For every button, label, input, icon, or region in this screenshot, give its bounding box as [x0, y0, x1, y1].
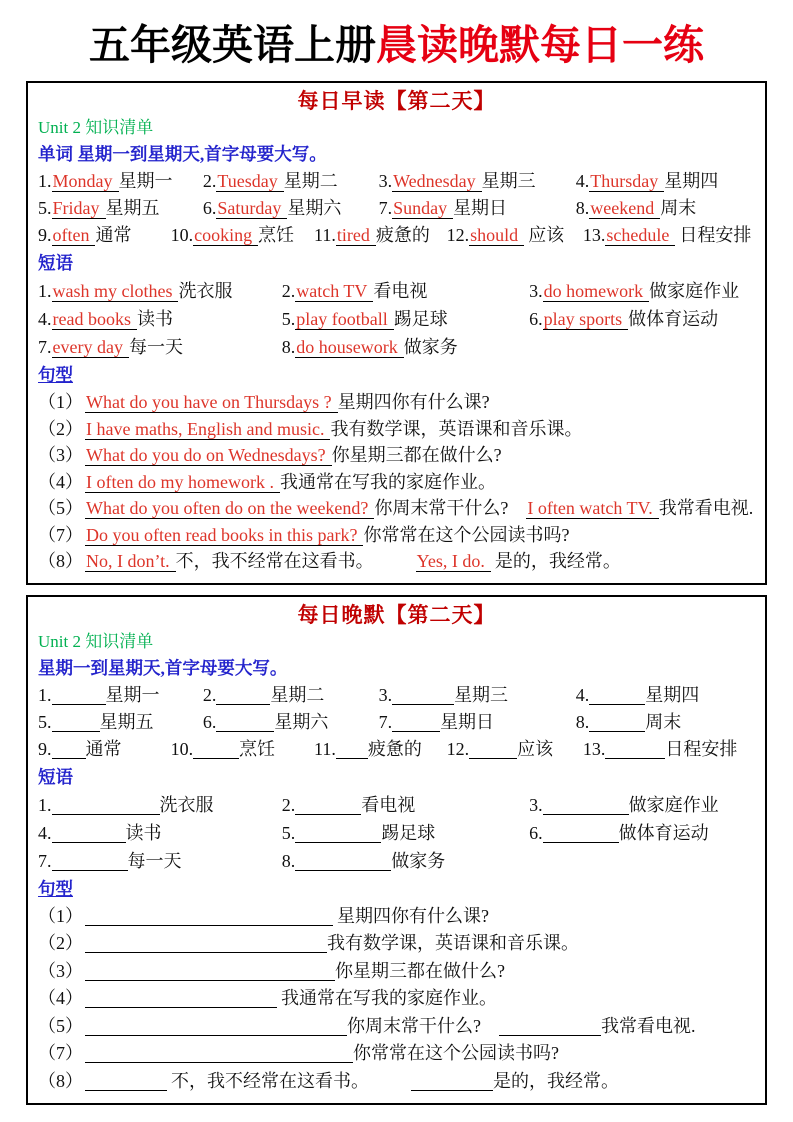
answer-blank — [85, 935, 327, 953]
word-chinese: 疲惫的 — [375, 225, 430, 246]
word-item — [379, 709, 576, 736]
word-number: 2. — [202, 171, 217, 192]
phrase-number: 7. — [38, 850, 52, 871]
answer-blank — [52, 714, 100, 732]
phrase-chinese: 看电视 — [361, 794, 416, 815]
answer-blank — [85, 1045, 353, 1063]
phrase-number: 8. — [281, 337, 296, 358]
word-item — [583, 222, 755, 249]
word-item — [576, 168, 755, 195]
phrase-chinese: 洗衣服 — [178, 281, 233, 302]
sentence-chinese: 我有数学课，英语课和音乐课。 — [327, 933, 579, 954]
word-chinese: 星期六 — [287, 198, 342, 219]
sentence-chinese: 我通常在写我的家庭作业。 — [281, 988, 497, 1009]
evening-phrase-row-3 — [38, 847, 755, 875]
sentence-chinese: 我有数学课，英语课和音乐课。 — [330, 418, 583, 439]
word-item — [576, 709, 755, 736]
word-number: 5. — [38, 711, 52, 732]
phrase-number: 6. — [529, 822, 543, 843]
word-answer: weekend — [589, 198, 660, 219]
evening-phrases-label: 短语 — [38, 766, 73, 787]
phrase-item — [282, 333, 529, 361]
sentence-chinese-2: 是的，我经常。 — [494, 551, 621, 572]
sentence-answer: I have maths, English and music. — [85, 419, 330, 440]
sentence-item — [38, 1068, 755, 1096]
word-item — [379, 168, 576, 195]
sentence-number: （3） — [38, 960, 83, 981]
answer-blank — [52, 853, 128, 871]
phrase-number: 3. — [529, 794, 543, 815]
answer-blank — [469, 741, 517, 759]
sentence-item — [38, 930, 755, 958]
word-chinese: 通常 — [85, 738, 122, 759]
word-item — [379, 195, 576, 222]
word-chinese: 日程安排 — [665, 738, 738, 759]
word-chinese: 星期二 — [270, 684, 325, 705]
answer-blank — [295, 797, 361, 815]
phrase-chinese: 做家务 — [391, 850, 446, 871]
word-item — [447, 736, 583, 763]
answer-blank — [85, 1018, 347, 1036]
word-item — [447, 222, 583, 249]
word-number: 2. — [202, 684, 217, 705]
phrase-chinese: 每一天 — [128, 337, 183, 358]
sentence-item — [38, 1040, 755, 1068]
word-chinese: 应该 — [517, 738, 554, 759]
phrase-answer: watch TV — [295, 281, 373, 302]
phrase-chinese: 读书 — [136, 309, 173, 330]
phrase-chinese: 看电视 — [373, 281, 428, 302]
word-number: 5. — [38, 198, 52, 219]
evening-word-row-1 — [38, 682, 755, 709]
word-chinese: 烹饪 — [258, 225, 295, 246]
sentence-answer: What do you do on Wednesdays? — [85, 445, 332, 466]
word-chinese: 周末 — [660, 198, 697, 219]
answer-blank — [499, 1018, 601, 1036]
sentence-chinese-2: 我常看电视. — [658, 498, 754, 519]
evening-phrase-row-2 — [38, 819, 755, 847]
word-chinese: 星期五 — [105, 198, 160, 219]
phrase-number: 3. — [529, 281, 543, 302]
phrase-chinese: 每一天 — [127, 850, 182, 871]
sentence-answer: Do you often read books in this park? — [85, 525, 363, 546]
sentence-answer: I often do my homework . — [85, 472, 280, 493]
phrase-item — [38, 333, 282, 361]
word-answer: schedule — [605, 225, 675, 246]
phrase-number: 4. — [38, 309, 52, 330]
answer-blank — [85, 990, 277, 1008]
answer-blank — [52, 687, 106, 705]
word-chinese: 星期一 — [105, 684, 160, 705]
word-number: 12. — [446, 225, 470, 246]
answer-blank — [336, 741, 368, 759]
word-number: 7. — [378, 711, 393, 732]
word-number: 3. — [378, 171, 393, 192]
answer-blank — [52, 741, 86, 759]
word-number: 6. — [202, 711, 217, 732]
word-item — [379, 682, 576, 709]
word-chinese: 星期六 — [274, 711, 329, 732]
word-number: 4. — [575, 684, 590, 705]
phrase-chinese: 读书 — [125, 822, 162, 843]
evening-phrase-row-1 — [38, 791, 755, 819]
word-answer: Thursday — [589, 171, 664, 192]
phrase-number: 6. — [529, 309, 543, 330]
word-number: 11. — [314, 738, 336, 759]
page-title — [26, 22, 767, 69]
word-number: 10. — [170, 738, 194, 759]
answer-blank — [589, 687, 645, 705]
sentence-number: （1） — [38, 392, 83, 413]
word-chinese: 疲惫的 — [367, 738, 422, 759]
sentence-answer-2: I often watch TV. — [526, 498, 658, 519]
word-number: 13. — [582, 225, 606, 246]
word-item — [314, 222, 447, 249]
word-answer: cooking — [193, 225, 258, 246]
word-answer: often — [52, 225, 96, 246]
phrase-number: 1. — [38, 794, 52, 815]
word-number: 8. — [575, 711, 590, 732]
sentence-number: （5） — [38, 498, 83, 519]
word-number: 13. — [582, 738, 606, 759]
page-title-black: 五年级英语上册 — [89, 22, 376, 68]
answer-blank — [605, 741, 665, 759]
answer-blank — [543, 797, 629, 815]
phrase-number: 2. — [281, 794, 296, 815]
answer-blank — [392, 687, 454, 705]
phrase-chinese: 洗衣服 — [159, 794, 214, 815]
sentence-number: （8） — [38, 1070, 83, 1091]
sentence-number: （2） — [38, 418, 83, 439]
word-number: 7. — [378, 198, 393, 219]
phrase-answer: wash my clothes — [52, 281, 179, 302]
answer-blank — [295, 853, 391, 871]
word-number: 1. — [38, 684, 52, 705]
answer-blank — [295, 825, 381, 843]
phrase-item — [282, 819, 529, 847]
answer-blank — [589, 714, 645, 732]
answer-blank — [543, 825, 619, 843]
sentence-chinese: 你周末常干什么? — [347, 1015, 481, 1036]
phrase-chinese: 踢足球 — [393, 309, 448, 330]
word-chinese: 星期日 — [440, 711, 495, 732]
sentence-item — [38, 958, 755, 986]
word-item — [38, 168, 203, 195]
word-chinese: 星期二 — [283, 171, 338, 192]
sentence-number: （4） — [38, 988, 83, 1009]
sentence-chinese: 你常常在这个公园读书吗? — [363, 524, 570, 545]
morning-header: 每日早读【第二天】 — [297, 89, 496, 114]
phrase-number: 7. — [38, 337, 52, 358]
word-answer: Wednesday — [392, 171, 482, 192]
word-item — [576, 195, 755, 222]
answer-blank — [85, 908, 333, 926]
answer-blank — [193, 741, 239, 759]
morning-word-row-1 — [38, 168, 755, 195]
word-number: 11. — [314, 225, 336, 246]
phrase-number: 2. — [281, 281, 296, 302]
word-number: 6. — [202, 198, 217, 219]
phrase-answer: every day — [52, 337, 129, 358]
word-chinese: 星期四 — [645, 684, 700, 705]
word-number: 9. — [38, 225, 52, 246]
sentence-chinese-2: 我常看电视. — [601, 1015, 696, 1036]
word-chinese: 星期日 — [453, 198, 508, 219]
phrase-chinese: 做家务 — [403, 337, 458, 358]
phrase-number: 4. — [38, 822, 52, 843]
word-chinese: 星期五 — [99, 711, 154, 732]
word-chinese: 周末 — [645, 711, 682, 732]
phrase-item — [38, 847, 282, 875]
phrase-chinese: 做家庭作业 — [628, 794, 719, 815]
answer-blank — [216, 687, 270, 705]
phrase-number: 5. — [281, 309, 296, 330]
answer-blank — [392, 714, 440, 732]
word-chinese: 星期三 — [454, 684, 509, 705]
phrase-item — [282, 305, 529, 333]
evening-header: 每日晚默【第二天】 — [297, 602, 496, 627]
sentence-chinese: 你周末常干什么? — [374, 498, 509, 519]
phrase-answer: read books — [52, 309, 137, 330]
word-item — [203, 168, 379, 195]
evening-word-row-2 — [38, 709, 755, 736]
word-item — [38, 195, 203, 222]
word-chinese: 应该 — [528, 225, 565, 246]
word-chinese: 日程安排 — [679, 225, 752, 246]
sentence-number: （5） — [38, 1015, 83, 1036]
word-answer: Monday — [52, 171, 119, 192]
word-item — [171, 222, 314, 249]
word-number: 4. — [575, 171, 590, 192]
sentence-item — [38, 469, 755, 496]
sentence-number: （7） — [38, 524, 83, 545]
phrase-item — [282, 791, 529, 819]
sentence-number: （4） — [38, 471, 83, 492]
sentence-number: （7） — [38, 1043, 83, 1064]
sentence-number: （8） — [38, 551, 83, 572]
morning-phrases-label: 短语 — [38, 253, 73, 274]
phrase-row-spacer — [529, 333, 755, 361]
phrase-item — [282, 277, 529, 305]
sentence-number: （3） — [38, 445, 83, 466]
phrase-answer: do housework — [295, 337, 404, 358]
phrase-chinese: 做体育运动 — [628, 309, 719, 330]
phrase-number: 1. — [38, 281, 52, 302]
morning-word-row-2 — [38, 195, 755, 222]
sentence-item — [38, 416, 755, 443]
word-item — [203, 709, 379, 736]
sentence-chinese: 你星期三都在做什么? — [335, 960, 505, 981]
phrase-number: 8. — [281, 850, 296, 871]
sentence-item — [38, 495, 755, 522]
phrase-number: 5. — [281, 822, 296, 843]
answer-blank — [52, 797, 160, 815]
word-number: 12. — [446, 738, 470, 759]
word-item — [576, 682, 755, 709]
answer-blank — [216, 714, 274, 732]
morning-phrase-row-2 — [38, 305, 755, 333]
word-answer: should — [469, 225, 524, 246]
word-item — [38, 709, 203, 736]
answer-blank — [411, 1073, 493, 1091]
answer-blank — [85, 963, 335, 981]
answer-blank — [85, 1073, 167, 1091]
word-item — [583, 736, 755, 763]
sentence-number: （2） — [38, 933, 83, 954]
phrase-item — [529, 791, 755, 819]
sentence-item — [38, 522, 755, 549]
sentence-item — [38, 389, 755, 416]
phrase-answer: play football — [295, 309, 393, 330]
word-item — [203, 682, 379, 709]
sentence-number: （1） — [38, 905, 83, 926]
morning-section — [26, 81, 767, 585]
evening-section — [26, 595, 767, 1106]
phrase-item — [38, 277, 282, 305]
sentence-chinese: 星期四你有什么课? — [337, 905, 489, 926]
word-number: 9. — [38, 738, 52, 759]
morning-phrase-row-3 — [38, 333, 755, 361]
phrase-item — [529, 819, 755, 847]
sentence-item — [38, 548, 755, 575]
answer-blank — [52, 825, 126, 843]
morning-sentences-label: 句型 — [38, 365, 73, 386]
word-answer: Tuesday — [216, 171, 283, 192]
word-chinese: 烹饪 — [239, 738, 276, 759]
phrase-item — [529, 305, 755, 333]
word-item — [38, 222, 171, 249]
sentence-chinese: 我通常在写我的家庭作业。 — [279, 471, 496, 492]
evening-sentences-label: 句型 — [38, 878, 73, 899]
word-answer: tired — [336, 225, 376, 246]
word-number: 8. — [575, 198, 590, 219]
page-title-red: 晨读晚默每日一练 — [376, 22, 704, 68]
sentence-chinese: 不，我不经常在这看书。 — [171, 1070, 369, 1091]
word-answer: Saturday — [216, 198, 287, 219]
phrase-item — [282, 847, 529, 875]
sentence-answer-2: Yes, I do. — [416, 551, 491, 572]
sentence-chinese: 星期四你有什么课? — [337, 392, 490, 413]
word-chinese: 星期三 — [481, 171, 536, 192]
phrase-item — [38, 305, 282, 333]
sentence-item — [38, 903, 755, 931]
word-item — [203, 195, 379, 222]
evening-word-row-3 — [38, 736, 755, 763]
sentence-answer: What do you have on Thursdays ? — [85, 392, 338, 413]
phrase-answer: do homework — [543, 281, 649, 302]
sentence-answer: What do you often do on the weekend? — [85, 498, 374, 519]
sentence-item — [38, 1013, 755, 1041]
word-number: 3. — [378, 684, 393, 705]
word-answer: Sunday — [392, 198, 453, 219]
sentence-chinese: 你星期三都在做什么? — [331, 445, 502, 466]
phrase-row-spacer — [529, 847, 755, 875]
sentence-chinese-2: 是的，我经常。 — [493, 1070, 619, 1091]
morning-word-row-3 — [38, 222, 755, 249]
word-chinese: 星期四 — [664, 171, 719, 192]
word-item — [171, 736, 314, 763]
sentence-chinese: 不，我不经常在这看书。 — [175, 551, 374, 572]
evening-intro: 星期一到星期天,首字母要大写。 — [38, 657, 288, 678]
sentence-item — [38, 442, 755, 469]
morning-unit-label: Unit 2 知识清单 — [38, 118, 154, 138]
word-chinese: 通常 — [95, 225, 132, 246]
phrase-chinese: 做家庭作业 — [649, 281, 740, 302]
word-chinese: 星期一 — [118, 171, 173, 192]
phrase-item — [38, 819, 282, 847]
phrase-item — [38, 791, 282, 819]
sentence-answer: No, I don’t. — [85, 551, 176, 572]
evening-unit-label: Unit 2 知识清单 — [38, 631, 154, 651]
word-item — [38, 682, 203, 709]
morning-phrase-row-1 — [38, 277, 755, 305]
sentence-chinese: 你常常在这个公园读书吗? — [353, 1043, 559, 1064]
phrase-item — [529, 277, 755, 305]
word-item — [314, 736, 447, 763]
word-item — [38, 736, 171, 763]
sentence-item — [38, 985, 755, 1013]
phrase-answer: play sports — [543, 309, 629, 330]
morning-intro: 单词 星期一到星期天,首字母要大写。 — [38, 144, 327, 165]
word-number: 10. — [170, 225, 194, 246]
phrase-chinese: 做体育运动 — [618, 822, 709, 843]
word-answer: Friday — [52, 198, 106, 219]
word-number: 1. — [38, 171, 52, 192]
phrase-chinese: 踢足球 — [381, 822, 436, 843]
